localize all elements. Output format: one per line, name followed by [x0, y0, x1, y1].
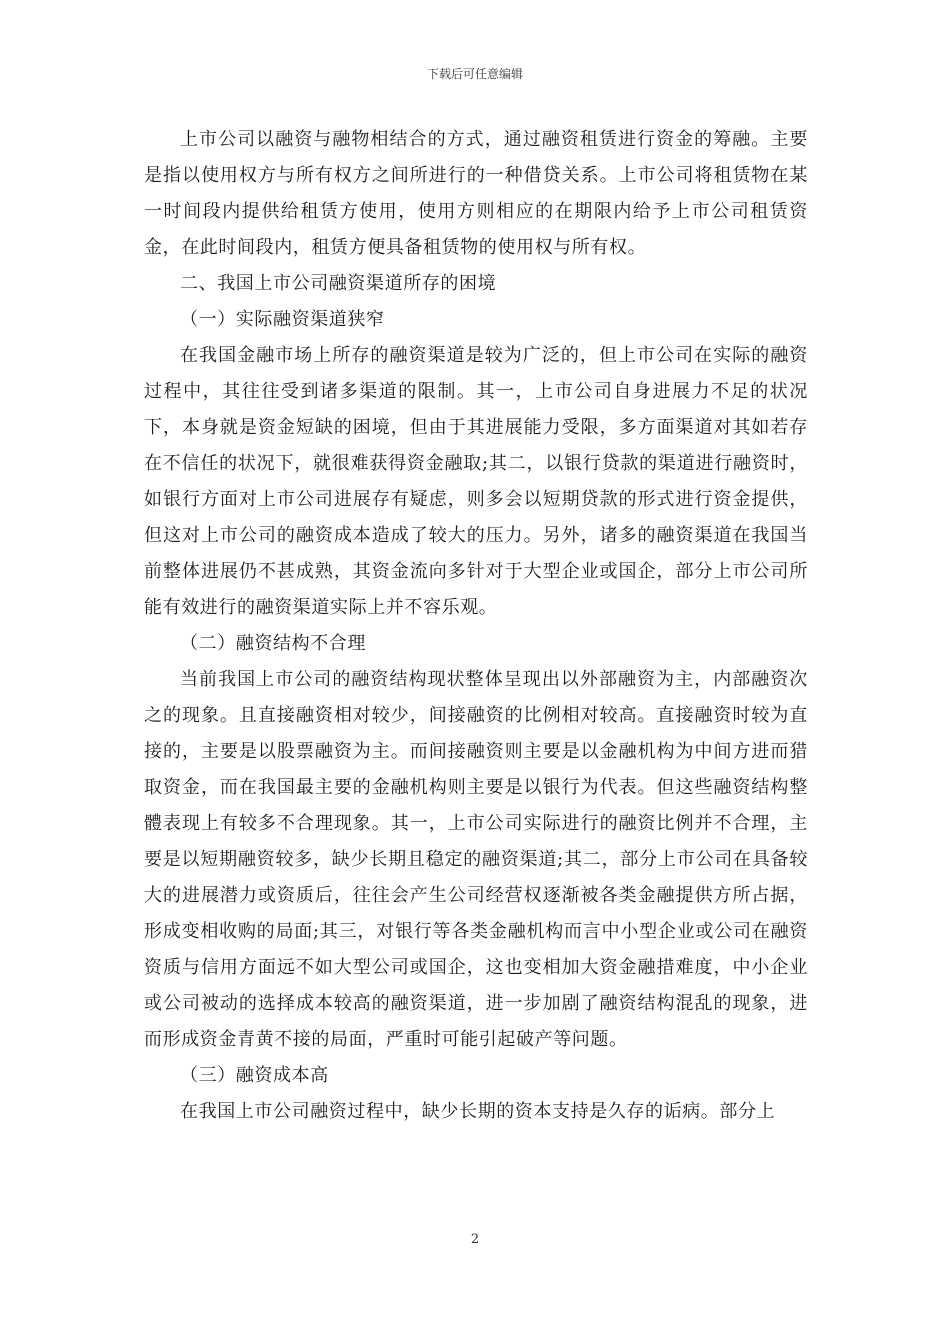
page-number: 2 [470, 1232, 480, 1247]
paragraph-narrow-channels: 在我国金融市场上所存的融资渠道是较为广泛的，但上市公司在实际的融资过程中，其往往受到诸多渠道的限制。其一，上市公司自身进展力不足的状况下，本身就是资金短缺的困境，但由于其进展能力受限，多方面渠道对其如若存在不信任的状况下，就很难获得资金融取;其二，以银行贷款的渠道进行融资时，如银行方面对上市公司进展存有疑虑，则多会以短期贷款的形式进行资金提供，但这对上市公司的融资成本造成了较大的压力。另外，诸多的融资渠道在我国当前整体进展仍不甚成熟，其资金流向多针对于大型企业或国企，部分上市公司所能有效进行的融资渠道实际上并不容乐观。 [144, 345, 808, 618]
section-heading-dilemmas: 二、我国上市公司融资渠道所存的困境 [180, 273, 497, 294]
paragraph-unreasonable-structure: 当前我国上市公司的融资结构现状整体呈现出以外部融资为主，内部融资次之的现象。且直接融资相对较少，间接融资的比例相对较高。直接融资时较为直接的，主要是以股票融资为主。而间接融资则主要是以金融机构为中间方进而猎取资金，而在我国最主要的金融机构则主要是以银行为代表。但这些融资结构整體表现上有较多不合理现象。其一，上市公司实际进行的融资比例并不合理，主要是以短期融资较多，缺少长期且稳定的融资渠道;其二，部分上市公司在具备较大的进展潜力或资质后，往往会产生公司经营权逐渐被各类金融提供方所占据，形成变相收购的局面;其三，对银行等各类金融机构而言中小型企业或公司在融资资质与信用方面远不如大型公司或国企，这也变相加大资金融措难度，中小企业或公司被动的选择成本较高的融资渠道，进一步加剧了融资结构混乱的现象，进而形成资金青黄不接的局面，严重时可能引起破产等问题。 [144, 669, 808, 1050]
page-header: 下载后可任意编辑 [426, 67, 523, 81]
document-body [144, 122, 808, 1130]
subsection-heading-high-cost: （三）融资成本高 [180, 1065, 329, 1086]
subsection-heading-narrow-channels: （一）实际融资渠道狭窄 [180, 309, 385, 330]
paragraph-financial-leasing: 上市公司以融资与融物相结合的方式，通过融资租赁进行资金的筹融。主要是指以使用权方与所有权方之间所进行的一种借贷关系。上市公司将租赁物在某一时间段内提供给租赁方使用，使用方则相应的在期限内给予上市公司租赁资金，在此时间段内，租赁方便具备租赁物的使用权与所有权。 [144, 129, 808, 258]
paragraph-high-cost: 在我国上市公司融资过程中，缺少长期的资本支持是久存的诟病。部分上 [180, 1101, 776, 1122]
subsection-heading-unreasonable-structure: （二）融资结构不合理 [180, 633, 366, 654]
